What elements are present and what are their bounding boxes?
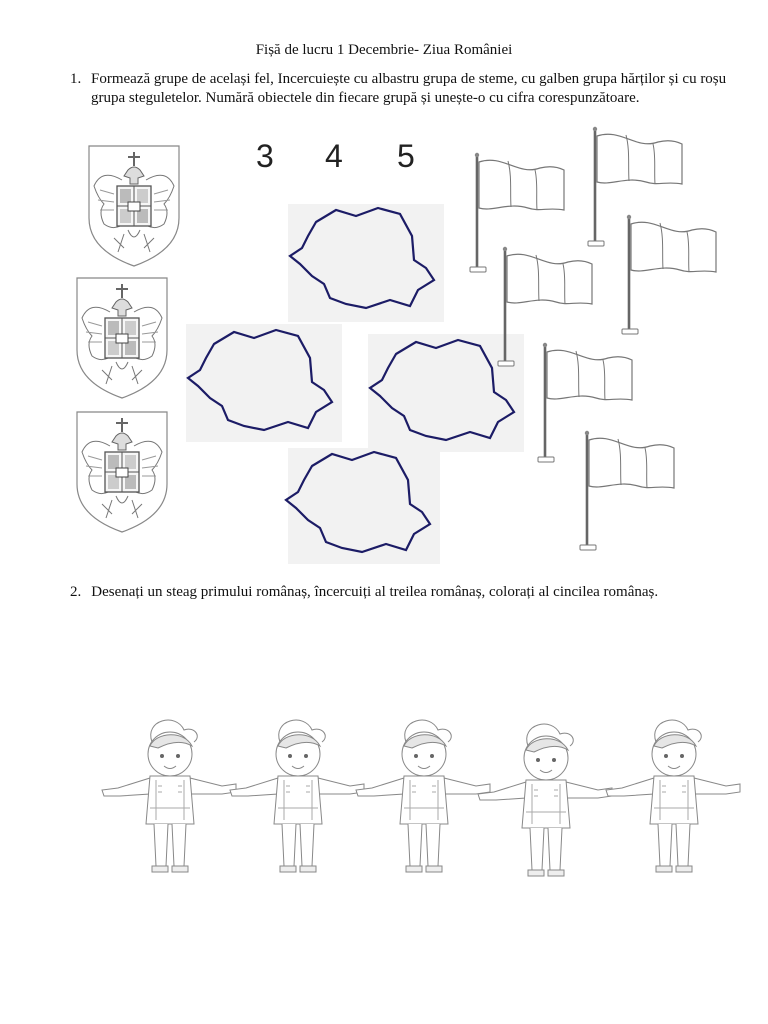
boy-drawing-1 bbox=[98, 712, 238, 876]
exercise-1-number: 1. bbox=[70, 71, 82, 87]
boy-drawing-5 bbox=[602, 712, 742, 876]
romania-map-image-2 bbox=[184, 322, 344, 446]
digit-five: 5 bbox=[397, 138, 415, 174]
boy-drawing-2 bbox=[226, 712, 366, 876]
digit-four: 4 bbox=[325, 138, 343, 174]
coat-of-arms-image-1 bbox=[84, 138, 184, 268]
exercise-2-text: Desenați un steag primului românaș, încercuiți al treilea românaș, colorați al cincilea românaș. bbox=[91, 584, 659, 600]
flag-image-6 bbox=[578, 430, 688, 552]
digit-three: 3 bbox=[256, 138, 274, 174]
romania-map-image-1 bbox=[286, 200, 446, 324]
boy-drawing-4 bbox=[474, 716, 614, 880]
coat-of-arms-image-3 bbox=[72, 404, 172, 534]
exercise-1 bbox=[70, 70, 730, 108]
flag-image-3 bbox=[620, 214, 730, 336]
exercise-1-text: Formează grupe de același fel, Incercuiește cu albastru grupa de steme, cu galben grupa hărților și cu roșu grupa steguletelor. Numără obiectele din fiecare grupă și unește-o cu cifra corespunzătoare. bbox=[91, 71, 727, 106]
worksheet-title: Fișă de lucru 1 Decembrie- Ziua României bbox=[255, 42, 513, 58]
boy-drawing-3 bbox=[352, 712, 492, 876]
exercise-2 bbox=[70, 584, 750, 601]
romania-map-image-4 bbox=[282, 444, 442, 568]
exercise-2-number: 2. bbox=[70, 584, 82, 600]
coat-of-arms-image-2 bbox=[72, 270, 172, 400]
